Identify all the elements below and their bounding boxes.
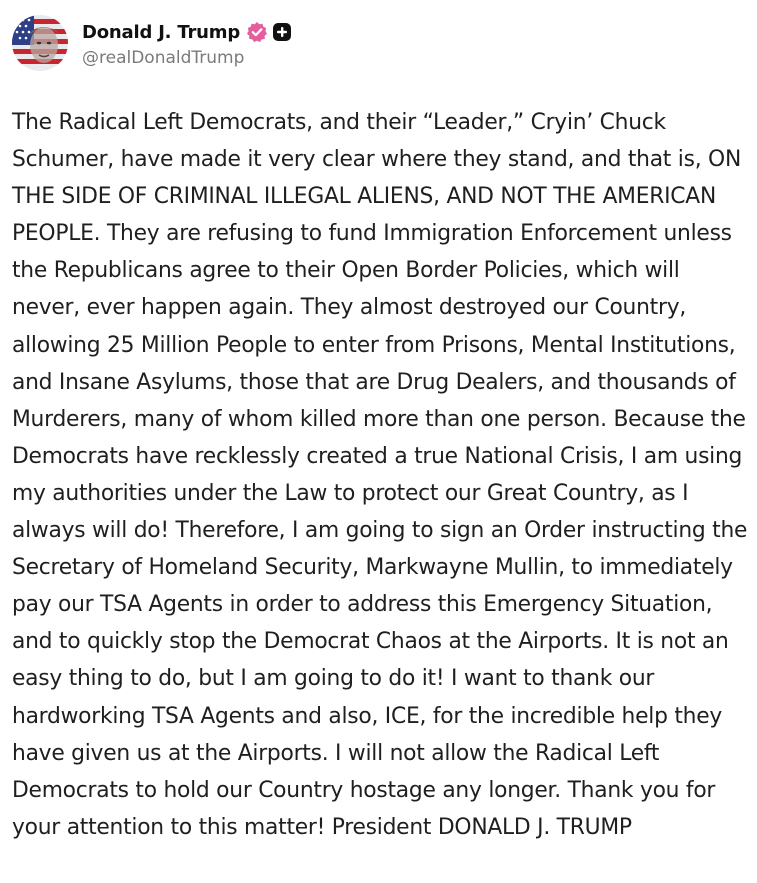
post-body-text: The Radical Left Democrats, and their “Leader,” Cryin’ Chuck Schumer, have made it very clear where they stand, and that is, ON THE SIDE OF CRIMINAL ILLEGAL ALIENS, AND NOT THE AMERICAN PEOPLE. They are refusing to fund Immigration Enforcement unless the Republicans agree to their Open Border Policies, which will never, ever happen again. They almost destroyed our Country, allowing 25 Million People to enter from Prisons, Mental Institutions, and Insane Asylums, those that are Drug Dealers, and thousands of Murderers, many of whom killed more than one person. Because the Democrats have recklessly created a true National Crisis, I am using my authorities under the Law to protect our Great Country, as I always will do! Therefore, I am going to sign an Order instructing the Secretary of Homeland Security, Markwayne Mullin, to immediately pay our TSA Agents in order to address this Emergency Situation, and to quickly stop the Democrat Chaos at the Airports. It is not an easy thing to do, but I am going to do it! I want to thank our hardworking TSA Agents and also, ICE, for the incredible help they have given us at the Airports. I will not allow the Radical Left Democrats to hold our Country hostage any longer. Thank you for your attention to this matter! President DONALD J. TRUMP [12, 110, 748, 840]
plus-badge-icon [272, 22, 292, 42]
avatar[interactable] [12, 15, 68, 71]
verified-badge-icon [246, 21, 268, 43]
post-header [12, 14, 757, 72]
display-name[interactable]: Donald J. Trump [82, 21, 241, 43]
flag-portrait-avatar-icon [12, 15, 68, 71]
name-row [82, 18, 292, 46]
user-handle[interactable]: @realDonaldTrump [82, 48, 245, 68]
author-meta [82, 18, 292, 68]
